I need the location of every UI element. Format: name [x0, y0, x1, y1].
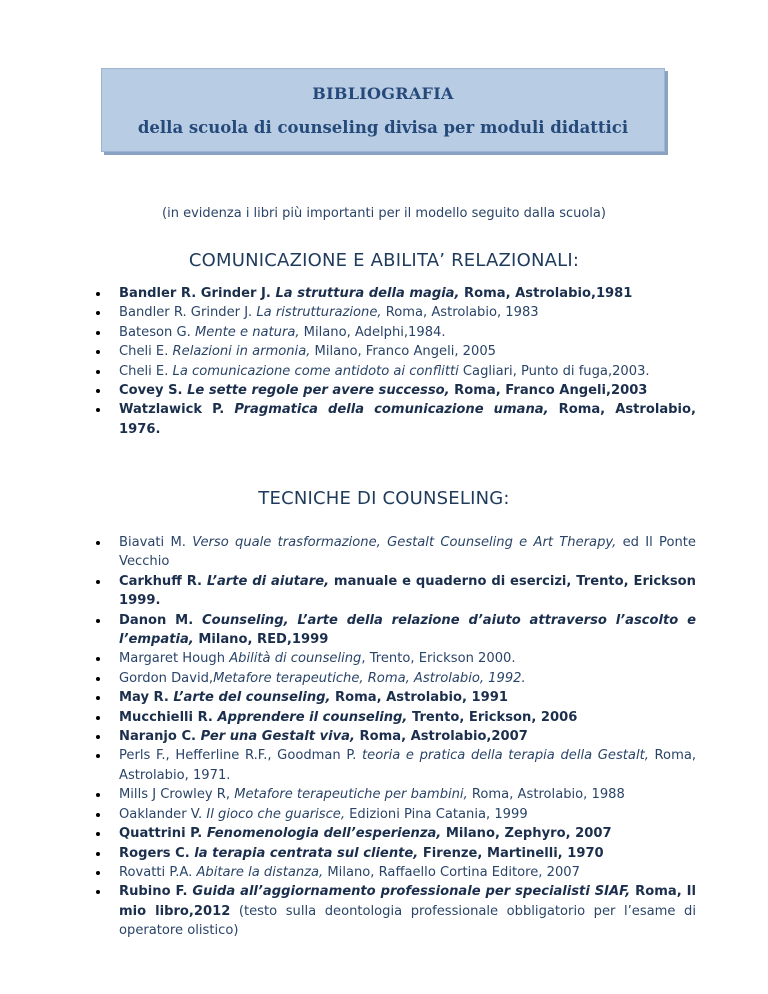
entry-author: May R.	[119, 690, 174, 706]
entry-publisher: Cagliari, Punto di fuga,2003.	[458, 363, 650, 379]
entry-title: Fenomenologia dell’esperienza,	[206, 826, 442, 842]
entry-author: Danon M.	[119, 612, 203, 628]
entry-publisher: Milano, RED,1999	[193, 632, 329, 648]
entry-title: Abilità di counseling	[229, 651, 362, 667]
bibliography-entry	[92, 785, 696, 804]
bibliography-entry	[92, 342, 696, 361]
entry-publisher: Milano, Zephyro, 2007	[441, 826, 612, 842]
entry-title: L’arte del counseling,	[173, 690, 331, 706]
entry-title: Mente e natura,	[194, 324, 300, 340]
entry-publisher: Roma, Astrolabio, 1988	[467, 787, 625, 803]
entry-publisher: Roma, Astrolabio,1981	[459, 286, 633, 301]
entry-author: Covey S.	[119, 383, 188, 399]
bibliography-entry	[92, 284, 696, 303]
entry-author: Quattrini P.	[119, 826, 207, 842]
bibliography-list-tecniche	[92, 533, 696, 941]
highlight-note: (in evidenza i libri più importanti per il modello seguito dalla scuola)	[162, 206, 606, 221]
entry-publisher: Roma, Il mio libro,2012	[119, 884, 696, 919]
entry-title: Il gioco che guarisce,	[206, 806, 345, 822]
entry-publisher: Firenze, Martinelli, 1970	[418, 845, 604, 861]
bibliography-list-comunicazione	[92, 284, 696, 439]
entry-publisher: manuale e quaderno di esercizi, Trento, Erickson 1999.	[119, 573, 696, 609]
bibliography-entry	[92, 303, 696, 322]
entry-title: La struttura della magia,	[275, 286, 460, 301]
entry-title: Guida all’aggiornamento professionale per specialisti SIAF,	[192, 884, 631, 900]
entry-author: Carkhuff R.	[119, 573, 207, 589]
section-heading-tecniche: TECNICHE DI COUNSELING:	[258, 488, 510, 509]
entry-title: teoria e pratica della terapia della Gestalt,	[362, 748, 649, 764]
entry-author: Margaret Hough	[119, 651, 230, 667]
entry-publisher: Roma, Astrolabio, 1983	[381, 305, 539, 321]
entry-publisher: ed Il Ponte Vecchio	[119, 535, 696, 570]
entry-author: Cheli E.	[119, 363, 173, 379]
entry-title: Per una Gestalt viva,	[200, 729, 355, 745]
bibliography-entry	[92, 708, 696, 727]
entry-author: Perls F., Hefferline R.F., Goodman P.	[119, 748, 363, 764]
entry-title: L’arte di aiutare,	[206, 573, 330, 589]
entry-title: Metafore terapeutiche, Roma, Astrolabio, 1992.	[213, 670, 526, 686]
entry-title: La comunicazione come antidoto ai conflitti	[172, 363, 459, 379]
entry-publisher: Roma, Astrolabio, 1971.	[119, 748, 697, 783]
entry-publisher: Milano, Franco Angeli, 2005	[310, 344, 496, 360]
document-title: BIBLIOGRAFIA	[312, 84, 454, 103]
entry-publisher: Roma, Astrolabio,2007	[354, 729, 528, 745]
bibliography-entry	[92, 844, 696, 863]
bibliography-entry	[92, 400, 696, 439]
entry-author: Gordon David,	[119, 670, 214, 686]
entry-author: Oaklander V.	[119, 806, 207, 822]
entry-author: Mucchielli R.	[119, 709, 218, 725]
bibliography-entry	[92, 805, 696, 824]
bibliography-entry	[92, 746, 696, 785]
entry-author: Cheli E.	[119, 344, 173, 360]
entry-publisher: , Trento, Erickson 2000.	[361, 651, 516, 667]
bibliography-entry	[92, 533, 696, 572]
entry-author: Naranjo C.	[119, 729, 201, 745]
entry-author: Bateson G.	[119, 324, 195, 340]
bibliography-entry	[92, 572, 696, 611]
bibliography-entry	[92, 669, 696, 688]
bibliography-entry	[92, 362, 696, 381]
entry-publisher: Trento, Erickson, 2006	[407, 709, 578, 725]
entry-publisher: Milano, Adelphi,1984.	[299, 324, 446, 340]
entry-title: Metafore terapeutiche per bambini,	[234, 787, 468, 803]
entry-author: Mills J Crowley R,	[119, 787, 235, 803]
entry-publisher: Roma, Astrolabio, 1991	[330, 690, 508, 706]
entry-publisher: Roma, Franco Angeli,2003	[449, 383, 648, 399]
entry-author: Rogers C.	[119, 845, 195, 861]
bibliography-entry	[92, 863, 696, 882]
entry-title: Relazioni in armonia,	[172, 344, 311, 360]
bibliography-entry	[92, 688, 696, 707]
entry-publisher: Milano, Raffaello Cortina Editore, 2007	[323, 864, 580, 880]
entry-title: Verso quale trasformazione, Gestalt Counseling e Art Therapy,	[192, 535, 617, 550]
entry-author: Bandler R. Grinder J.	[119, 286, 276, 301]
entry-author: Bandler R. Grinder J.	[119, 305, 257, 321]
entry-author: Rubino F.	[119, 884, 193, 900]
document-subtitle: della scuola di counseling divisa per moduli didattici	[137, 118, 629, 137]
entry-title: la terapia centrata sul cliente,	[194, 845, 419, 861]
bibliography-entry	[92, 381, 696, 400]
bibliography-entry	[92, 882, 696, 940]
bibliography-entry	[92, 824, 696, 843]
bibliography-entry	[92, 323, 696, 342]
entry-author: Watzlawick P.	[119, 402, 235, 418]
entry-title: Apprendere il counseling,	[217, 709, 408, 725]
section-heading-comunicazione: COMUNICAZIONE E ABILITA’ RELAZIONALI:	[188, 250, 580, 271]
entry-publisher: Edizioni Pina Catania, 1999	[345, 806, 528, 822]
entry-title: Counseling, L’arte della relazione d’aiuto attraverso l’ascolto e l’empatia,	[119, 612, 696, 648]
title-banner	[101, 68, 665, 152]
entry-author: Biavati M.	[119, 535, 193, 550]
entry-title: Pragmatica della comunicazione umana,	[234, 402, 549, 418]
bibliography-entry	[92, 727, 696, 746]
entry-author: Rovatti P.A.	[119, 864, 197, 880]
entry-publisher: Roma, Astrolabio, 1976.	[119, 402, 696, 437]
entry-title: Le sette regole per avere successo,	[187, 383, 450, 399]
entry-title: Abitare la distanza,	[196, 864, 324, 880]
entry-title: La ristrutturazione,	[256, 305, 382, 321]
entry-note: (testo sulla deontologia professionale obbligatorio per l’esame di operatore olistico)	[119, 903, 696, 939]
bibliography-entry	[92, 649, 696, 668]
bibliography-entry	[92, 611, 696, 650]
